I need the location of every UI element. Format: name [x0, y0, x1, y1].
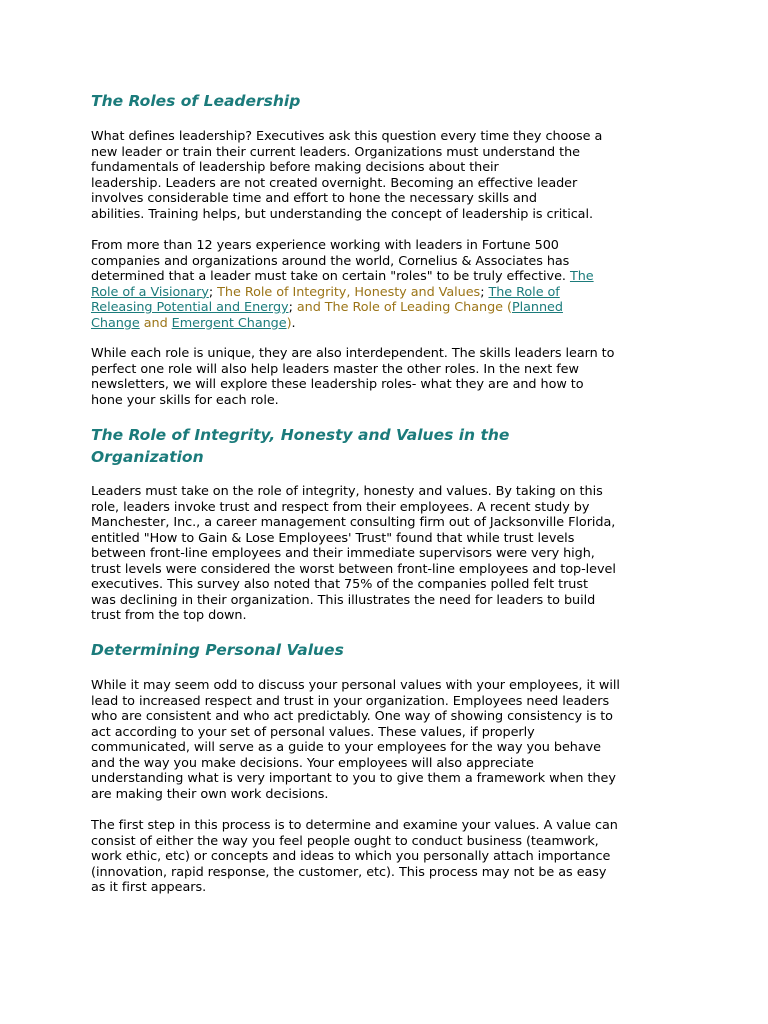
- close-paren: ): [286, 315, 292, 331]
- role-leading-change-text: and The Role of Leading Change (: [296, 300, 512, 315]
- paragraph-personal-values: [91, 678, 620, 802]
- end-period: .: [291, 315, 296, 331]
- text-line: perfect one role will also help leaders master the other roles. In the next few: [91, 361, 579, 377]
- text-line: act according to your set of personal values. These values, if properly: [91, 724, 535, 740]
- text-line: (innovation, rapid response, the customer, etc). This process may not be as easy: [91, 864, 607, 880]
- text-line: lead to increased respect and trust in your organization. Employees need leaders: [91, 693, 610, 709]
- separator: ;: [208, 284, 218, 300]
- link-planned-change[interactable]: Planned: [511, 300, 563, 315]
- paragraph-defines-leadership: [91, 129, 602, 222]
- heading-line: The Role of Integrity, Honesty and Values in the: [91, 426, 510, 444]
- paragraph-first-step: [91, 818, 618, 896]
- link-planned-change-cont[interactable]: Change: [91, 315, 140, 331]
- paragraph-interdependent-roles: [91, 346, 614, 408]
- paragraph-roles-list: [91, 238, 594, 331]
- text-line: work ethic, etc) or concepts and ideas to which you personally attach importance: [91, 849, 611, 864]
- text-line: as it first appears.: [91, 880, 207, 895]
- text-line: was declining in their organization. This illustrates the need for leaders to build: [91, 592, 596, 608]
- paragraph-integrity-trust: [91, 484, 616, 624]
- text-line: hone your skills for each role.: [91, 392, 279, 408]
- text-line: trust levels were considered the worst between front-line employees and top-level: [91, 561, 616, 577]
- separator: ;: [288, 300, 297, 315]
- text-line: role, leaders invoke trust and respect from their employees. A recent study by: [91, 499, 590, 515]
- and-text: and: [139, 315, 172, 331]
- text-line: leadership. Leaders are not created overnight. Becoming an effective leader: [91, 175, 578, 191]
- link-emergent-change[interactable]: Emergent Change: [171, 315, 287, 331]
- text-line: new leader or train their current leaders. Organizations must understand the: [91, 144, 580, 160]
- section-heading-roles-of-leadership: The Roles of Leadership: [91, 92, 301, 110]
- text-line: While each role is unique, they are also interdependent. The skills leaders learn to: [91, 346, 615, 361]
- text-line: The first step in this process is to determine and examine your values. A value can: [91, 818, 618, 833]
- text-line: between front-line employees and their immediate supervisors were very high,: [91, 546, 595, 561]
- text-line: Manchester, Inc., a career management consulting firm out of Jacksonville Florida,: [91, 515, 616, 530]
- text-line: involves considerable time and effort to hone the necessary skills and: [91, 191, 537, 206]
- text-line: who are consistent and who act predictably. One way of showing consistency is to: [91, 709, 613, 724]
- text-line: trust from the top down.: [91, 608, 247, 623]
- section-heading-determining-personal-values: Determining Personal Values: [91, 641, 344, 659]
- separator: ;: [480, 284, 489, 300]
- text-line: From more than 12 years experience working with leaders in Fortune 500: [91, 238, 559, 253]
- text-line: abilities. Training helps, but understanding the concept of leadership is critical.: [91, 206, 594, 222]
- text-line: What defines leadership? Executives ask this question every time they choose a: [91, 129, 603, 144]
- text-line: While it may seem odd to discuss your personal values with your employees, it will: [91, 678, 620, 693]
- text-line: and the way you make decisions. Your employees will also appreciate: [91, 755, 534, 771]
- text-line: determined that a leader must take on certain "roles" to be truly effective.: [91, 269, 570, 284]
- text-line: consist of either the way you feel people ought to conduct business (teamwork,: [91, 833, 599, 849]
- text-line: entitled "How to Gain & Lose Employees' Trust" found that while trust levels: [91, 530, 575, 546]
- link-role-of-releasing-potential-cont[interactable]: Releasing Potential and Energy: [91, 300, 289, 315]
- text-line: understanding what is very important to you to give them a framework when they: [91, 771, 616, 786]
- link-role-of-a-visionary[interactable]: The: [569, 269, 594, 284]
- text-line: fundamentals of leadership before making decisions about their: [91, 160, 499, 175]
- link-role-of-a-visionary-cont[interactable]: Role of a Visionary: [91, 284, 209, 300]
- heading-line: Organization: [91, 448, 204, 466]
- text-line: executives. This survey also noted that 75% of the companies polled felt trust: [91, 577, 588, 592]
- text-line: companies and organizations around the world, Cornelius & Associates has: [91, 253, 570, 269]
- text-line: newsletters, we will explore these leadership roles- what they are and how to: [91, 377, 584, 392]
- text-line: are making their own work decisions.: [91, 786, 329, 802]
- section-heading-role-of-integrity: [91, 424, 509, 468]
- text-line: Leaders must take on the role of integrity, honesty and values. By taking on this: [91, 484, 603, 499]
- role-integrity-text: The Role of Integrity, Honesty and Values: [217, 284, 481, 300]
- text-line: communicated, will serve as a guide to your employees for the way you behave: [91, 740, 601, 755]
- link-role-of-releasing-potential[interactable]: The Role of: [488, 284, 560, 300]
